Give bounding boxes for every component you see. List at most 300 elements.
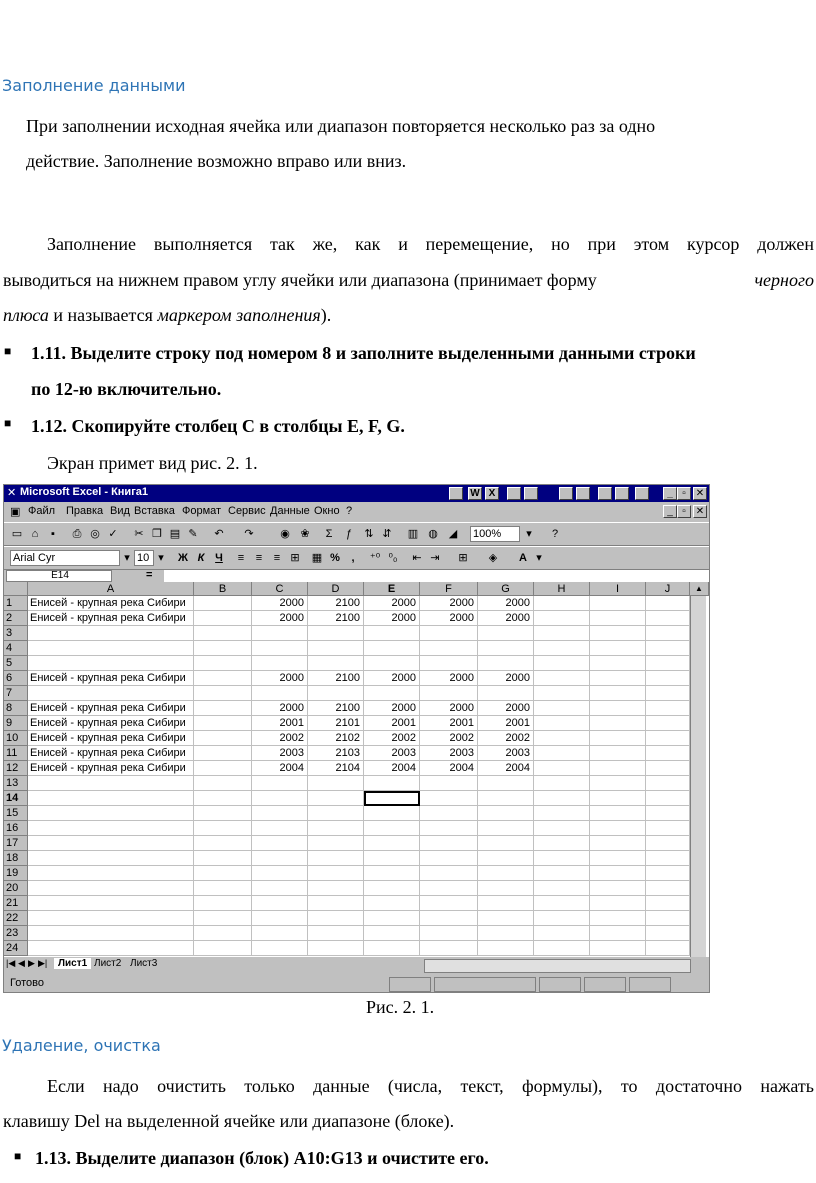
italic-icon[interactable]: К xyxy=(197,552,205,564)
zoom-dropdown-icon[interactable]: ▾ xyxy=(526,528,532,540)
prev-sheet-icon[interactable]: ◀ xyxy=(18,958,25,968)
column-header[interactable]: A xyxy=(28,582,194,596)
table-cell[interactable] xyxy=(534,656,590,671)
table-cell[interactable] xyxy=(534,686,590,701)
table-cell[interactable] xyxy=(646,686,690,701)
row-header[interactable]: 21 xyxy=(4,896,28,911)
sheet-tab-1[interactable]: Лист1 xyxy=(54,958,91,969)
table-cell[interactable] xyxy=(194,836,252,851)
row-header[interactable]: 20 xyxy=(4,881,28,896)
font-color-dropdown-icon[interactable]: ▾ xyxy=(536,552,542,564)
fill-color-icon[interactable]: ◈ xyxy=(488,552,498,564)
table-cell[interactable]: 2002 xyxy=(420,731,478,746)
table-cell[interactable] xyxy=(420,926,478,941)
table-cell[interactable]: 2002 xyxy=(478,731,534,746)
menu-tools[interactable]: Сервис xyxy=(228,505,266,517)
table-cell[interactable]: 2001 xyxy=(364,716,420,731)
percent-icon[interactable]: % xyxy=(330,552,340,564)
table-cell[interactable] xyxy=(252,641,308,656)
decrease-decimal-icon[interactable]: ⁰₀ xyxy=(388,552,398,564)
table-cell[interactable] xyxy=(308,686,364,701)
table-cell[interactable] xyxy=(194,896,252,911)
table-cell[interactable]: 2100 xyxy=(308,701,364,716)
horizontal-scrollbar[interactable] xyxy=(424,959,691,973)
table-cell[interactable] xyxy=(534,761,590,776)
hyperlink-icon[interactable]: ❀ xyxy=(300,528,310,540)
row-header[interactable]: 11 xyxy=(4,746,28,761)
row-header[interactable]: 2 xyxy=(4,611,28,626)
table-cell[interactable] xyxy=(364,926,420,941)
table-cell[interactable]: 2001 xyxy=(420,716,478,731)
last-sheet-icon[interactable]: ▶| xyxy=(38,958,48,968)
table-cell[interactable] xyxy=(646,851,690,866)
column-header[interactable]: H xyxy=(534,582,590,596)
table-cell[interactable]: 2000 xyxy=(364,671,420,686)
copy-icon[interactable]: ❐ xyxy=(152,528,162,540)
table-cell[interactable]: 2000 xyxy=(252,671,308,686)
table-cell[interactable]: 2104 xyxy=(308,761,364,776)
table-cell[interactable] xyxy=(28,686,194,701)
table-cell[interactable] xyxy=(194,596,252,611)
menu-insert[interactable]: Вставка xyxy=(134,505,175,517)
table-cell[interactable] xyxy=(534,626,590,641)
table-cell[interactable] xyxy=(646,791,690,806)
table-cell[interactable] xyxy=(28,626,194,641)
table-cell[interactable] xyxy=(194,776,252,791)
table-cell[interactable] xyxy=(420,881,478,896)
preview-icon[interactable]: ◎ xyxy=(90,528,100,540)
table-cell[interactable] xyxy=(534,716,590,731)
table-cell[interactable]: 2100 xyxy=(308,611,364,626)
table-cell[interactable] xyxy=(252,791,308,806)
table-cell[interactable] xyxy=(252,911,308,926)
table-cell[interactable]: Енисей - крупная река Сибири xyxy=(28,611,194,626)
table-cell[interactable] xyxy=(646,596,690,611)
underline-icon[interactable]: Ч xyxy=(215,552,223,564)
sheet-tab-2[interactable]: Лист2 xyxy=(94,958,122,969)
table-cell[interactable] xyxy=(534,701,590,716)
menu-view[interactable]: Вид xyxy=(110,505,130,517)
table-cell[interactable] xyxy=(28,791,194,806)
table-cell[interactable] xyxy=(478,641,534,656)
table-cell[interactable]: 2000 xyxy=(420,701,478,716)
table-cell[interactable] xyxy=(534,896,590,911)
table-cell[interactable] xyxy=(478,776,534,791)
column-header[interactable]: D xyxy=(308,582,364,596)
table-cell[interactable] xyxy=(646,776,690,791)
table-cell[interactable] xyxy=(590,671,646,686)
table-cell[interactable] xyxy=(364,806,420,821)
row-header[interactable]: 14 xyxy=(4,791,28,806)
table-cell[interactable] xyxy=(534,776,590,791)
table-cell[interactable] xyxy=(28,866,194,881)
table-cell[interactable] xyxy=(590,626,646,641)
table-cell[interactable] xyxy=(28,926,194,941)
table-cell[interactable] xyxy=(252,866,308,881)
close-button[interactable]: ✕ xyxy=(693,487,707,500)
table-cell[interactable] xyxy=(252,926,308,941)
contacts-icon[interactable] xyxy=(615,487,629,500)
table-cell[interactable] xyxy=(478,806,534,821)
table-cell[interactable] xyxy=(590,791,646,806)
table-cell[interactable] xyxy=(646,656,690,671)
menu-file[interactable]: Файл xyxy=(28,505,56,517)
table-cell[interactable] xyxy=(420,686,478,701)
table-cell[interactable] xyxy=(478,656,534,671)
table-cell[interactable] xyxy=(590,761,646,776)
table-cell[interactable] xyxy=(590,941,646,956)
print-icon[interactable]: ⎙ xyxy=(72,528,82,540)
formula-input[interactable] xyxy=(164,570,709,582)
table-cell[interactable]: 2103 xyxy=(308,746,364,761)
currency-icon[interactable]: ▦ xyxy=(311,552,323,564)
table-cell[interactable] xyxy=(252,941,308,956)
table-cell[interactable] xyxy=(478,941,534,956)
table-cell[interactable] xyxy=(28,881,194,896)
table-cell[interactable] xyxy=(478,881,534,896)
table-cell[interactable] xyxy=(194,701,252,716)
spelling-icon[interactable]: ✓ xyxy=(108,528,118,540)
table-cell[interactable] xyxy=(534,671,590,686)
table-cell[interactable] xyxy=(28,851,194,866)
table-cell[interactable] xyxy=(252,806,308,821)
doc-minimize-button[interactable]: _ xyxy=(663,505,677,518)
table-cell[interactable] xyxy=(308,866,364,881)
table-cell[interactable] xyxy=(590,611,646,626)
table-cell[interactable] xyxy=(194,911,252,926)
table-cell[interactable] xyxy=(420,866,478,881)
menu-help[interactable]: ? xyxy=(346,505,353,517)
menu-window[interactable]: Окно xyxy=(314,505,340,517)
table-cell[interactable] xyxy=(420,806,478,821)
table-cell[interactable] xyxy=(590,896,646,911)
table-cell[interactable]: 2000 xyxy=(478,701,534,716)
table-cell[interactable] xyxy=(590,716,646,731)
font-color-icon[interactable]: A xyxy=(519,552,527,564)
table-cell[interactable] xyxy=(194,731,252,746)
table-cell[interactable] xyxy=(194,941,252,956)
table-cell[interactable] xyxy=(646,641,690,656)
table-cell[interactable] xyxy=(308,926,364,941)
web-icon[interactable]: ◉ xyxy=(280,528,290,540)
table-cell[interactable] xyxy=(534,941,590,956)
table-cell[interactable]: 2000 xyxy=(420,596,478,611)
row-header[interactable]: 19 xyxy=(4,866,28,881)
format-painter-icon[interactable]: ✎ xyxy=(188,528,198,540)
table-cell[interactable] xyxy=(252,776,308,791)
table-cell[interactable] xyxy=(364,881,420,896)
table-cell[interactable]: Енисей - крупная река Сибири xyxy=(28,731,194,746)
table-cell[interactable] xyxy=(28,896,194,911)
table-cell[interactable] xyxy=(194,671,252,686)
column-header[interactable]: F xyxy=(420,582,478,596)
borders-icon[interactable]: ⊞ xyxy=(458,552,468,564)
table-cell[interactable]: 2003 xyxy=(478,746,534,761)
comma-icon[interactable]: , xyxy=(351,552,355,564)
chart-wizard-icon[interactable]: ▥ xyxy=(407,528,419,540)
table-cell[interactable] xyxy=(646,911,690,926)
table-cell[interactable] xyxy=(420,896,478,911)
column-header[interactable]: E xyxy=(364,582,420,596)
table-cell[interactable] xyxy=(252,896,308,911)
formula-equals[interactable]: = xyxy=(146,569,153,581)
map-icon[interactable]: ◍ xyxy=(428,528,438,540)
table-cell[interactable] xyxy=(590,731,646,746)
excel-icon[interactable]: X xyxy=(485,487,499,500)
table-cell[interactable] xyxy=(590,701,646,716)
table-cell[interactable] xyxy=(646,731,690,746)
table-cell[interactable] xyxy=(478,836,534,851)
table-cell[interactable] xyxy=(534,926,590,941)
table-cell[interactable] xyxy=(590,641,646,656)
table-cell[interactable] xyxy=(194,926,252,941)
table-cell[interactable] xyxy=(28,911,194,926)
table-cell[interactable] xyxy=(28,806,194,821)
table-cell[interactable] xyxy=(252,686,308,701)
table-cell[interactable] xyxy=(252,656,308,671)
table-cell[interactable] xyxy=(420,641,478,656)
sheet-tab-3[interactable]: Лист3 xyxy=(130,958,158,969)
table-cell[interactable] xyxy=(646,626,690,641)
table-cell[interactable]: 2000 xyxy=(478,611,534,626)
table-cell[interactable] xyxy=(420,626,478,641)
table-cell[interactable] xyxy=(534,806,590,821)
next-sheet-icon[interactable]: ▶ xyxy=(28,958,35,968)
row-header[interactable]: 13 xyxy=(4,776,28,791)
align-left-icon[interactable]: ≡ xyxy=(237,552,245,564)
table-cell[interactable] xyxy=(308,911,364,926)
table-cell[interactable] xyxy=(646,716,690,731)
align-center-icon[interactable]: ≡ xyxy=(255,552,263,564)
cut-icon[interactable]: ✂ xyxy=(134,528,144,540)
table-cell[interactable] xyxy=(364,866,420,881)
table-cell[interactable] xyxy=(646,761,690,776)
table-cell[interactable] xyxy=(420,851,478,866)
paste-icon[interactable]: ▤ xyxy=(169,528,181,540)
find-icon[interactable] xyxy=(559,487,573,500)
mail-icon[interactable] xyxy=(524,487,538,500)
table-cell[interactable] xyxy=(478,821,534,836)
table-cell[interactable] xyxy=(420,656,478,671)
table-cell[interactable] xyxy=(420,836,478,851)
table-cell[interactable] xyxy=(534,596,590,611)
minimize-button[interactable]: _ xyxy=(663,487,677,500)
doc-close-button[interactable]: ✕ xyxy=(693,505,707,518)
open-icon[interactable]: ⌂ xyxy=(31,528,39,540)
word-icon[interactable]: W xyxy=(468,487,482,500)
table-cell[interactable] xyxy=(194,761,252,776)
table-cell[interactable] xyxy=(28,641,194,656)
column-header[interactable]: J xyxy=(646,582,690,596)
table-cell[interactable]: 2001 xyxy=(252,716,308,731)
table-cell[interactable]: Енисей - крупная река Сибири xyxy=(28,716,194,731)
table-cell[interactable] xyxy=(194,611,252,626)
table-cell[interactable] xyxy=(308,806,364,821)
tasks-icon[interactable] xyxy=(598,487,612,500)
table-cell[interactable] xyxy=(590,851,646,866)
table-cell[interactable] xyxy=(534,611,590,626)
table-cell[interactable] xyxy=(28,776,194,791)
table-cell[interactable] xyxy=(308,941,364,956)
drawing-icon[interactable]: ◢ xyxy=(448,528,458,540)
font-size-select[interactable]: 10 xyxy=(134,550,154,566)
column-header[interactable]: B xyxy=(194,582,252,596)
table-cell[interactable]: 2003 xyxy=(420,746,478,761)
table-cell[interactable] xyxy=(478,851,534,866)
column-header[interactable]: C xyxy=(252,582,308,596)
table-cell[interactable]: 2004 xyxy=(364,761,420,776)
save-icon[interactable]: ▪ xyxy=(51,528,55,540)
table-cell[interactable]: 2000 xyxy=(420,611,478,626)
table-cell[interactable] xyxy=(534,836,590,851)
table-cell[interactable] xyxy=(364,821,420,836)
table-cell[interactable] xyxy=(28,821,194,836)
table-cell[interactable] xyxy=(28,836,194,851)
table-cell[interactable] xyxy=(420,911,478,926)
table-cell[interactable] xyxy=(28,656,194,671)
table-cell[interactable]: Енисей - крупная река Сибири xyxy=(28,596,194,611)
table-cell[interactable] xyxy=(534,851,590,866)
table-cell[interactable] xyxy=(194,881,252,896)
table-cell[interactable] xyxy=(252,821,308,836)
select-all-corner[interactable] xyxy=(4,582,28,596)
bold-icon[interactable]: Ж xyxy=(178,552,188,564)
table-cell[interactable] xyxy=(308,776,364,791)
row-header[interactable]: 18 xyxy=(4,851,28,866)
row-header[interactable]: 5 xyxy=(4,656,28,671)
table-cell[interactable]: 2000 xyxy=(478,596,534,611)
table-cell[interactable]: 2003 xyxy=(364,746,420,761)
menu-edit[interactable]: Правка xyxy=(66,505,104,517)
table-cell[interactable] xyxy=(478,866,534,881)
table-cell[interactable] xyxy=(364,911,420,926)
table-cell[interactable] xyxy=(194,686,252,701)
table-cell[interactable] xyxy=(646,941,690,956)
table-cell[interactable] xyxy=(646,896,690,911)
table-cell[interactable]: Енисей - крупная река Сибири xyxy=(28,701,194,716)
new-icon[interactable]: ▭ xyxy=(11,528,23,540)
table-cell[interactable] xyxy=(646,746,690,761)
table-cell[interactable]: 2003 xyxy=(252,746,308,761)
table-cell[interactable] xyxy=(590,866,646,881)
table-cell[interactable] xyxy=(364,836,420,851)
table-cell[interactable] xyxy=(252,836,308,851)
increase-decimal-icon[interactable]: ⁺⁰ xyxy=(369,552,381,564)
row-header[interactable]: 3 xyxy=(4,626,28,641)
table-cell[interactable] xyxy=(252,626,308,641)
table-cell[interactable] xyxy=(534,866,590,881)
row-header[interactable]: 4 xyxy=(4,641,28,656)
table-cell[interactable] xyxy=(478,686,534,701)
row-header[interactable]: 15 xyxy=(4,806,28,821)
table-cell[interactable] xyxy=(194,791,252,806)
table-cell[interactable]: 2000 xyxy=(252,596,308,611)
font-name-select[interactable]: Arial Cyr xyxy=(10,550,120,566)
redo-icon[interactable]: ↷ xyxy=(244,528,254,540)
row-header[interactable]: 17 xyxy=(4,836,28,851)
table-cell[interactable] xyxy=(364,896,420,911)
office-toolbar-icon[interactable] xyxy=(449,487,463,500)
table-cell[interactable] xyxy=(646,611,690,626)
table-cell[interactable] xyxy=(252,881,308,896)
table-cell[interactable] xyxy=(308,821,364,836)
table-cell[interactable] xyxy=(364,626,420,641)
table-cell[interactable] xyxy=(420,776,478,791)
table-cell[interactable] xyxy=(28,941,194,956)
table-cell[interactable]: Енисей - крупная река Сибири xyxy=(28,746,194,761)
table-cell[interactable] xyxy=(194,716,252,731)
table-cell[interactable] xyxy=(194,626,252,641)
font-dropdown-icon[interactable]: ▾ xyxy=(124,552,130,564)
row-header[interactable]: 16 xyxy=(4,821,28,836)
table-cell[interactable]: 2100 xyxy=(308,596,364,611)
table-cell[interactable] xyxy=(308,641,364,656)
menu-data[interactable]: Данные xyxy=(270,505,310,517)
office-assistant-icon[interactable]: ? xyxy=(551,528,559,540)
table-cell[interactable] xyxy=(590,596,646,611)
table-cell[interactable] xyxy=(364,686,420,701)
table-cell[interactable]: Енисей - крупная река Сибири xyxy=(28,671,194,686)
name-box[interactable]: E14 xyxy=(6,570,112,582)
decrease-indent-icon[interactable]: ⇤ xyxy=(412,552,422,564)
size-dropdown-icon[interactable]: ▾ xyxy=(158,552,164,564)
table-cell[interactable] xyxy=(478,791,534,806)
row-header[interactable]: 10 xyxy=(4,731,28,746)
table-cell[interactable] xyxy=(194,851,252,866)
table-cell[interactable] xyxy=(364,641,420,656)
table-cell[interactable] xyxy=(478,926,534,941)
table-cell[interactable]: 2000 xyxy=(364,701,420,716)
first-sheet-icon[interactable]: |◀ xyxy=(6,958,16,968)
binder-icon[interactable] xyxy=(635,487,649,500)
table-cell[interactable] xyxy=(534,881,590,896)
zoom-select[interactable]: 100% xyxy=(470,526,520,542)
table-cell[interactable] xyxy=(478,626,534,641)
column-header[interactable]: G xyxy=(478,582,534,596)
table-cell[interactable] xyxy=(194,821,252,836)
table-cell[interactable] xyxy=(534,821,590,836)
table-cell[interactable] xyxy=(534,791,590,806)
autosum-icon[interactable]: Σ xyxy=(325,528,333,540)
active-cell[interactable] xyxy=(364,791,420,806)
table-cell[interactable] xyxy=(646,836,690,851)
table-cell[interactable] xyxy=(308,836,364,851)
table-cell[interactable] xyxy=(590,746,646,761)
table-cell[interactable] xyxy=(646,881,690,896)
row-header[interactable]: 9 xyxy=(4,716,28,731)
table-cell[interactable] xyxy=(590,806,646,821)
vertical-scrollbar[interactable] xyxy=(690,596,706,957)
table-cell[interactable]: 2004 xyxy=(252,761,308,776)
table-cell[interactable]: Енисей - крупная река Сибири xyxy=(28,761,194,776)
table-cell[interactable] xyxy=(308,626,364,641)
table-cell[interactable] xyxy=(308,881,364,896)
table-cell[interactable] xyxy=(646,926,690,941)
doc-restore-button[interactable]: ▫ xyxy=(677,505,691,518)
table-cell[interactable] xyxy=(534,641,590,656)
table-cell[interactable] xyxy=(478,896,534,911)
row-header[interactable]: 8 xyxy=(4,701,28,716)
table-cell[interactable] xyxy=(590,836,646,851)
table-cell[interactable]: 2001 xyxy=(478,716,534,731)
spreadsheet-grid[interactable] xyxy=(4,582,709,957)
table-cell[interactable] xyxy=(194,656,252,671)
table-cell[interactable] xyxy=(646,701,690,716)
table-cell[interactable]: 2000 xyxy=(364,596,420,611)
table-cell[interactable] xyxy=(308,656,364,671)
scroll-up-icon[interactable]: ▲ xyxy=(690,582,709,596)
table-cell[interactable] xyxy=(364,656,420,671)
